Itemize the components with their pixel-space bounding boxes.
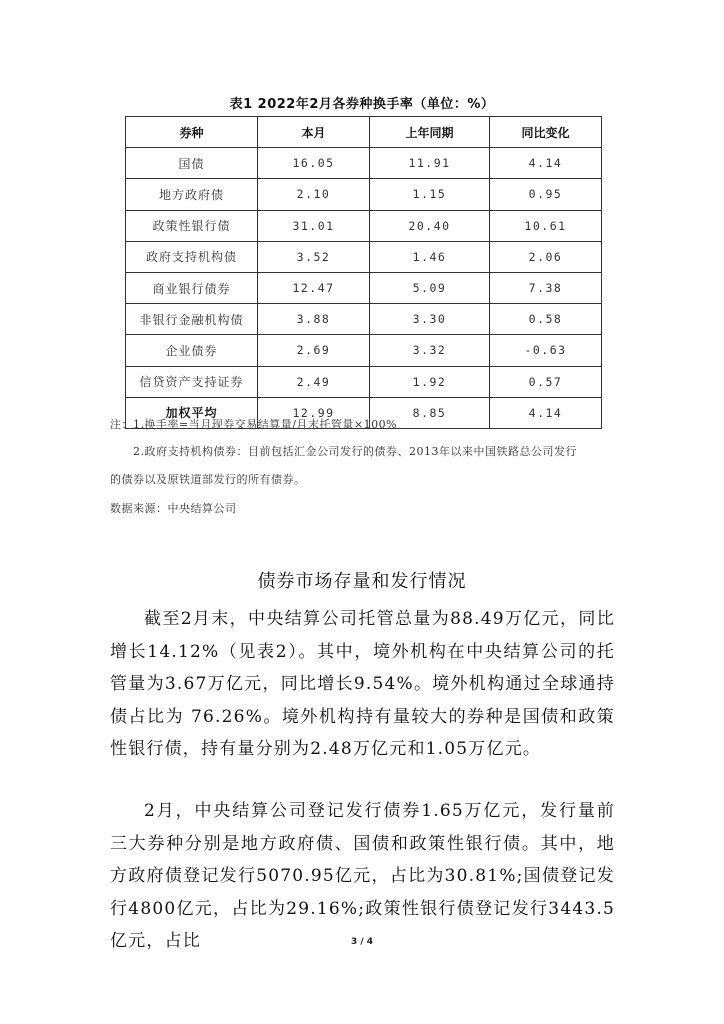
table-row [126, 148, 602, 179]
row-category: 企业债券 [126, 335, 258, 366]
row-category: 加权平均 [126, 397, 258, 428]
row-last-year: 8.85 [370, 397, 490, 428]
header-last-year: 上年同期 [370, 117, 490, 148]
row-change: 10.61 [490, 210, 602, 241]
row-last-year: 20.40 [370, 210, 490, 241]
row-last-year: 1.46 [370, 241, 490, 272]
table-note-2-line-2: 的债券以及原铁道部发行的所有债券。 [110, 473, 306, 486]
row-current: 3.88 [258, 304, 370, 335]
row-change: 2.06 [490, 241, 602, 272]
table-row [126, 272, 602, 303]
row-last-year: 1.15 [370, 179, 490, 210]
row-category: 政策性银行债 [126, 210, 258, 241]
row-current: 2.69 [258, 335, 370, 366]
table-note-1: 注：1.换手率=当月现券交易结算量/月末托管量×100% [110, 418, 398, 431]
row-last-year: 11.91 [370, 148, 490, 179]
row-category: 地方政府债 [126, 179, 258, 210]
turnover-table [125, 116, 602, 429]
row-current: 12.47 [258, 272, 370, 303]
row-current: 31.01 [258, 210, 370, 241]
row-category: 信贷资产支持证券 [126, 366, 258, 397]
row-last-year: 5.09 [370, 272, 490, 303]
row-category: 政府支持机构债 [126, 241, 258, 272]
row-change: 0.95 [490, 179, 602, 210]
table-row [126, 366, 602, 397]
table-title: 表1 2022年2月各券种换手率（单位：%） [229, 97, 495, 112]
row-change: 7.38 [490, 272, 602, 303]
paragraph-2: 2月，中央结算公司登记发行债券1.65万亿元，发行量前三大券种分别是地方政府债、国债和政策性银行债。其中，地方政府债登记发行5070.95亿元，占比为30.81%;国债登记发行4800亿元，占比为29.16%;政策性银行债登记发行3443.5亿元，占比 [110, 801, 615, 951]
table-note-2-line-1: 2.政府支持机构债券：目前包括汇金公司发行的债券、2013年以来中国铁路总公司发行 [133, 445, 577, 458]
table-row [126, 241, 602, 272]
row-category: 商业银行债券 [126, 272, 258, 303]
row-current: 16.05 [258, 148, 370, 179]
table-row [126, 304, 602, 335]
row-change: -0.63 [490, 335, 602, 366]
row-current: 2.49 [258, 366, 370, 397]
data-source: 数据来源：中央结算公司 [110, 502, 237, 515]
table-header-row [126, 117, 602, 148]
page-number: 3 / 4 [350, 937, 374, 947]
row-change: 0.57 [490, 366, 602, 397]
table-row [126, 210, 602, 241]
row-current: 3.52 [258, 241, 370, 272]
paragraph-1: 截至2月末，中央结算公司托管总量为88.49万亿元，同比增长14.12%（见表2）。其中，境外机构在中央结算公司的托管量为3.67万亿元，同比增长9.54%。境外机构通过全球通持债占比为 76.26%。境外机构持有量较大的券种是国债和政策性银行债，持有量分别为2.48万亿元和1.05万亿元。 [110, 609, 615, 759]
section-heading: 债券市场存量和发行情况 [257, 571, 467, 592]
row-category: 非银行金融机构债 [126, 304, 258, 335]
row-change: 4.14 [490, 397, 602, 428]
table-row [126, 179, 602, 210]
header-category: 券种 [126, 117, 258, 148]
row-change: 4.14 [490, 148, 602, 179]
row-category: 国债 [126, 148, 258, 179]
row-last-year: 1.92 [370, 366, 490, 397]
row-last-year: 3.30 [370, 304, 490, 335]
header-change: 同比变化 [490, 117, 602, 148]
header-current: 本月 [258, 117, 370, 148]
row-change: 0.58 [490, 304, 602, 335]
row-current: 2.10 [258, 179, 370, 210]
table-row [126, 335, 602, 366]
row-last-year: 3.32 [370, 335, 490, 366]
row-current: 12.99 [258, 397, 370, 428]
